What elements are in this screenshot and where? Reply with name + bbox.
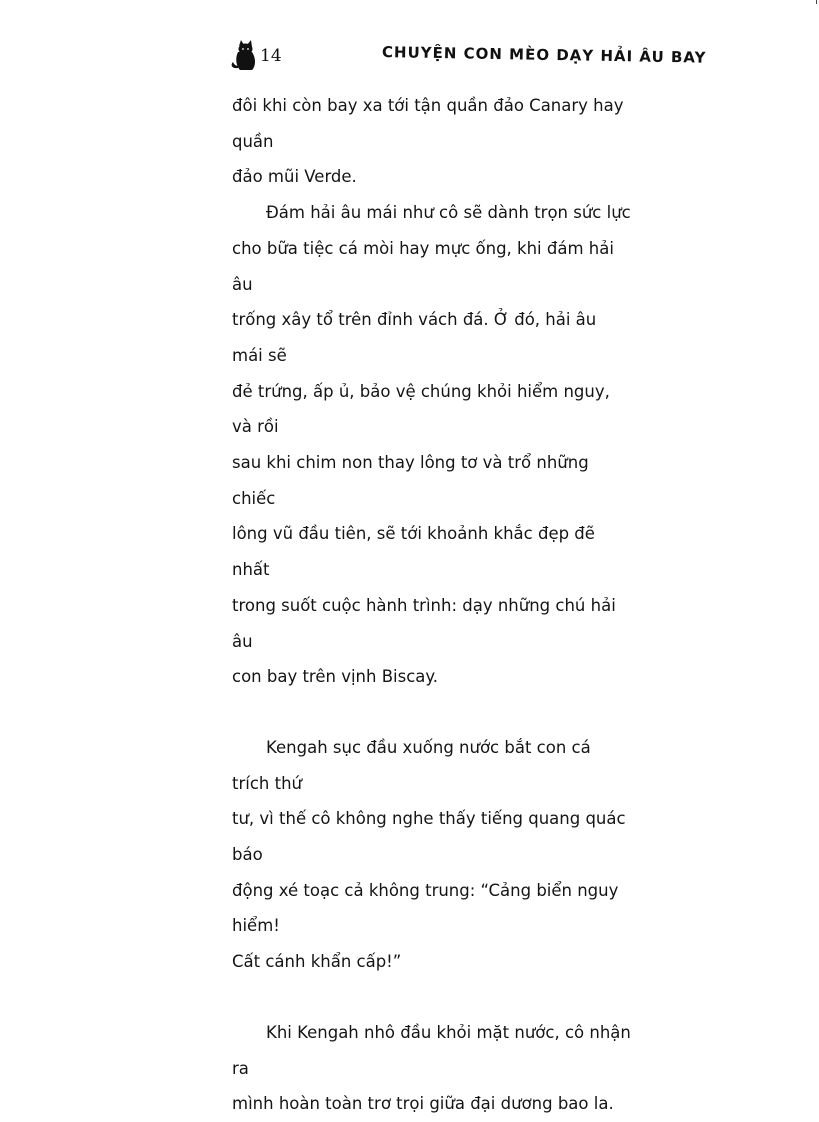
page-corner-mark [810,0,817,4]
page-number: 14 [260,46,282,66]
cat-icon [230,40,258,72]
paragraph: đôi khi còn bay xa tới tận quần đảo Canary hay quần đảo mũi Verde. [232,96,624,187]
paragraph: Đám hải âu mái như cô sẽ dành trọn sức lực cho bữa tiệc cá mòi hay mực ống, khi đám hải âu trống xây tổ trên đỉnh vách đá. Ở đó, hải âu mái sẽ đẻ trứng, ấp ủ, bảo vệ chúng khỏi hiểm nguy, và rồi sau khi chim non thay lông tơ và trổ những chiếc lông vũ đầu tiên, sẽ tới khoảnh khắc đẹp đẽ nhất trong suốt cuộc hành trình: dạy những chú hải âu con bay trên vịnh Biscay. [232,203,631,687]
paragraph-gap [232,695,632,730]
paragraph: Khi Kengah nhô đầu khỏi mặt nước, cô nhận ra mình hoàn toàn trơ trọi giữa đại dương bao la. [232,1022,631,1114]
page-header [230,40,707,72]
body-text [232,88,632,1122]
running-title: CHUYỆN CON MÈO DẠY HẢI ÂU BAY [381,43,707,67]
paragraph-gap [232,980,632,1015]
paragraph: Kengah sục đầu xuống nước bắt con cá trích thứ tư, vì thế cô không nghe thấy tiếng quang quác báo động xé toạc cả không trung: “Cảng biển nguy hiểm! Cất cánh khẩn cấp!” [232,737,626,972]
